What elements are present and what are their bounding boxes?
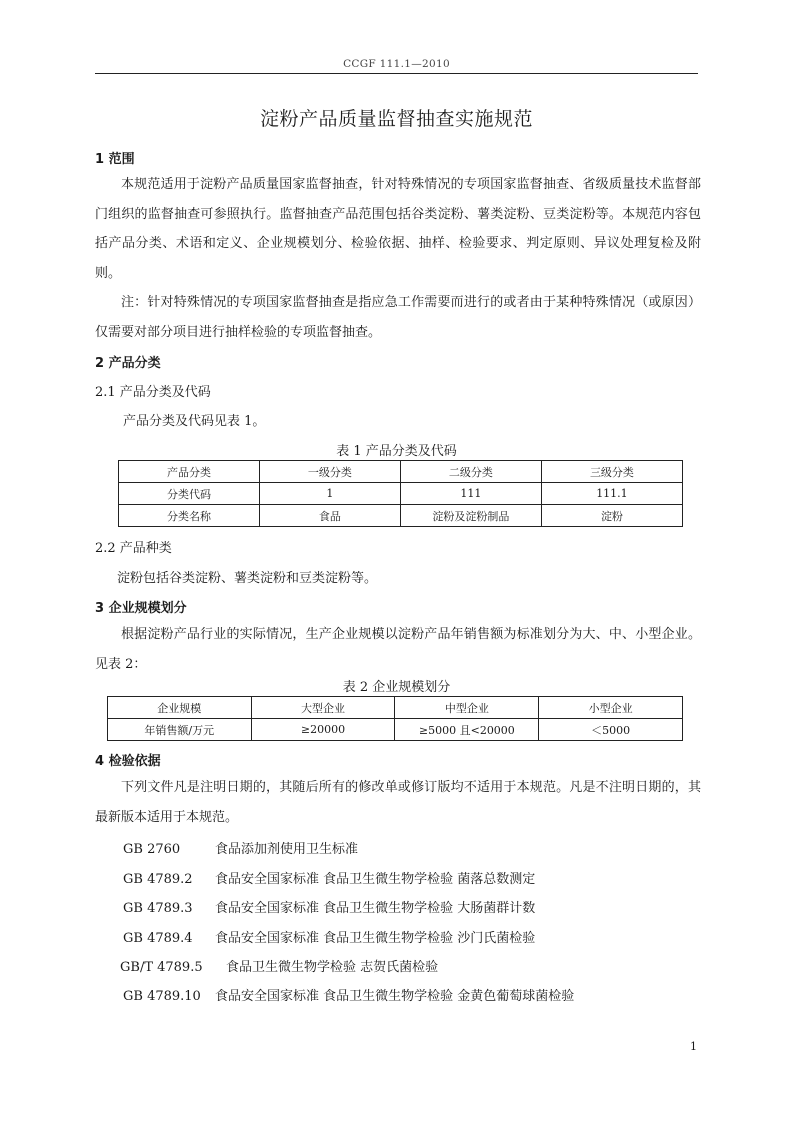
reference-item (120, 956, 438, 975)
reference-item (123, 838, 358, 857)
section-2-heading: 2 产品分类 (95, 356, 161, 371)
section-1-paragraph: 本规范适用于淀粉产品质量国家监督抽查，针对特殊情况的专项国家监督抽查、省级质量技术监督部门组织的监督抽查可参照执行。监督抽查产品范围包括谷类淀粉、薯类淀粉、豆类淀粉等。本规范内容包括产品分类、术语和定义、企业规模划分、检验依据、抽样、检验要求、判定原则、异议处理复检及附则。 (95, 177, 701, 281)
table-cell: ＜5000 (539, 719, 683, 741)
reference-item (123, 868, 535, 887)
table-row (108, 697, 683, 719)
reference-item (123, 897, 535, 916)
table-cell: 一级分类 (259, 461, 400, 483)
section-3-heading: 3 企业规模划分 (95, 601, 187, 616)
table-2-caption: 表 2 企业规模划分 (342, 680, 451, 695)
table-cell: 年销售额/万元 (108, 719, 252, 741)
reference-code: GB 4789.3 (123, 901, 193, 916)
reference-item (123, 927, 535, 946)
reference-code: GB 4789.2 (123, 872, 193, 887)
section-4-heading: 4 检验依据 (95, 754, 161, 769)
section-1-note: 注：针对特殊情况的专项国家监督抽查是指应急工作需要而进行的或者由于某种特殊情况（或原因）仅需要对部分项目进行抽样检验的专项监督抽查。 (95, 295, 701, 340)
table-cell: 企业规模 (108, 697, 252, 719)
table-cell: 111 (400, 483, 541, 505)
table-cell: ≥5000 且<20000 (395, 719, 539, 741)
table-cell: 淀粉 (541, 505, 682, 527)
reference-code: GB 4789.4 (123, 931, 193, 946)
table-cell: 111.1 (541, 483, 682, 505)
reference-code: GB/T 4789.5 (120, 960, 203, 975)
table-cell: 中型企业 (395, 697, 539, 719)
document-code: CCGF 111.1—2010 (343, 58, 450, 70)
reference-code: GB 4789.10 (123, 989, 201, 1004)
subsection-2-2-heading: 2.2 产品种类 (95, 541, 172, 556)
reference-title: 食品安全国家标准 食品卫生微生物学检验 大肠菌群计数 (215, 901, 536, 916)
table-cell: 大型企业 (251, 697, 395, 719)
table-row (119, 483, 683, 505)
reference-title: 食品卫生微生物学检验 志贺氏菌检验 (226, 960, 439, 975)
section-4-paragraph: 下列文件凡是注明日期的，其随后所有的修改单或修订版均不适用于本规范。凡是不注明日期的，其最新版本适用于本规范。 (95, 780, 701, 825)
table-cell: 食品 (259, 505, 400, 527)
subsection-2-1-text: 产品分类及代码见表 1。 (123, 414, 266, 429)
table-cell: 淀粉及淀粉制品 (400, 505, 541, 527)
table-row (108, 719, 683, 741)
subsection-2-1-heading: 2.1 产品分类及代码 (95, 385, 211, 400)
section-3-paragraph: 根据淀粉产品行业的实际情况，生产企业规模以淀粉产品年销售额为标准划分为大、中、小型企业。见表 2： (95, 627, 701, 672)
reference-title: 食品安全国家标准 食品卫生微生物学检验 沙门氏菌检验 (215, 931, 536, 946)
page-number: 1 (690, 1040, 697, 1053)
table-cell: 分类代码 (119, 483, 260, 505)
header-divider (95, 73, 698, 74)
subsection-2-2-text: 淀粉包括谷类淀粉、薯类淀粉和豆类淀粉等。 (117, 571, 378, 586)
reference-title: 食品添加剂使用卫生标准 (215, 842, 359, 857)
enterprise-scale-table (107, 696, 683, 741)
table-cell: 分类名称 (119, 505, 260, 527)
reference-title: 食品安全国家标准 食品卫生微生物学检验 菌落总数测定 (215, 872, 536, 887)
reference-code: GB 2760 (123, 842, 181, 857)
table-cell: 三级分类 (541, 461, 682, 483)
product-classification-table (118, 460, 683, 527)
table-1-caption: 表 1 产品分类及代码 (336, 444, 457, 459)
table-cell: 1 (259, 483, 400, 505)
reference-title: 食品安全国家标准 食品卫生微生物学检验 金黄色葡萄球菌检验 (215, 989, 575, 1004)
section-1-heading: 1 范围 (95, 152, 135, 167)
table-cell: 产品分类 (119, 461, 260, 483)
table-cell: 二级分类 (400, 461, 541, 483)
table-row (119, 505, 683, 527)
reference-item (123, 985, 574, 1004)
table-row (119, 461, 683, 483)
page-title: 淀粉产品质量监督抽查实施规范 (259, 108, 533, 130)
table-cell: ≥20000 (251, 719, 395, 741)
table-cell: 小型企业 (539, 697, 683, 719)
